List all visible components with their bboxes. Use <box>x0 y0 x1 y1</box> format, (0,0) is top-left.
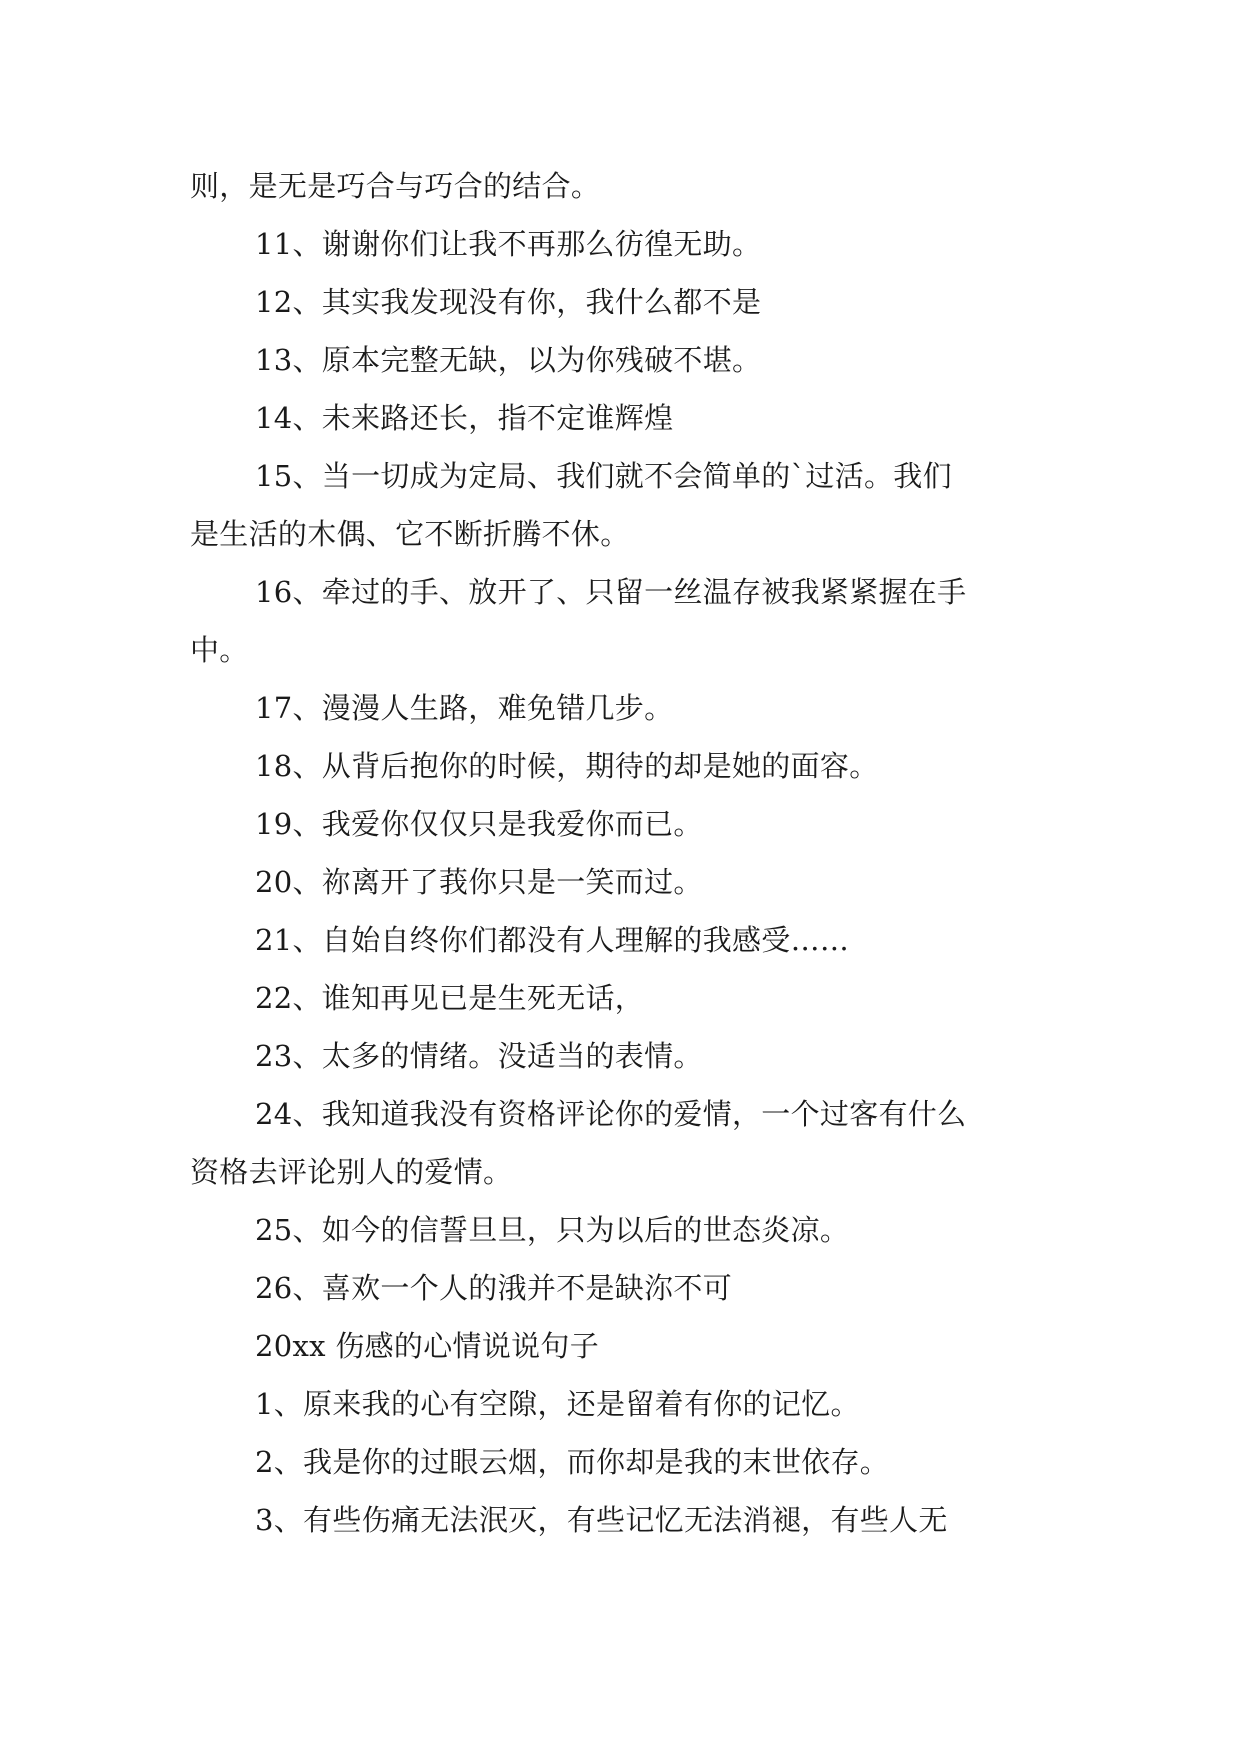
text-line: 18、从背后抱你的时候，期待的却是她的面容。 <box>255 749 879 783</box>
text-line: 20、祢离开了莪你只是一笑而过。 <box>255 865 703 899</box>
text-line: 中。 <box>190 633 249 667</box>
text-line: 15、当一切成为定局、我们就不会简单的`过活。我们 <box>255 459 952 493</box>
document-text-body <box>190 157 1048 1549</box>
text-line: 13、原本完整无缺，以为你残破不堪。 <box>255 343 762 377</box>
text-line: 22、谁知再见已是生死无话， <box>255 981 645 1015</box>
text-line: 17、漫漫人生路，难免错几步。 <box>255 691 674 725</box>
text-line: 25、如今的信誓旦旦，只为以后的世态炎凉。 <box>255 1213 850 1247</box>
text-line: 则，是无是巧合与巧合的结合。 <box>190 169 601 203</box>
text-line: 14、未来路还长，指不定谁辉煌 <box>255 401 674 435</box>
text-line: 1、原来我的心有空隙，还是留着有你的记忆。 <box>255 1387 860 1421</box>
text-line: 24、我知道我没有资格评论你的爱情，一个过客有什么 <box>255 1097 967 1131</box>
text-line: 11、谢谢你们让我不再那么彷徨无助。 <box>255 227 762 261</box>
text-line: 2、我是你的过眼云烟，而你却是我的末世依存。 <box>255 1445 890 1479</box>
text-line: 资格去评论别人的爱情。 <box>190 1155 513 1189</box>
text-line: 12、其实我发现没有你，我什么都不是 <box>255 285 762 319</box>
text-line: 3、有些伤痛无法泯灭，有些记忆无法消褪，有些人无 <box>255 1503 948 1537</box>
text-line: 是生活的木偶、它不断折腾不休。 <box>190 517 630 551</box>
text-line: 26、喜欢一个人的涐并不是缺沵不可 <box>255 1271 733 1305</box>
text-line: 16、牵过的手、放开了、只留一丝温存被我紧紧握在手 <box>255 575 967 609</box>
text-line: 19、我爱你仅仅只是我爱你而已。 <box>255 807 703 841</box>
section-heading: 20xx 伤感的心情说说句子 <box>255 1329 600 1363</box>
text-line: 21、自始自终你们都没有人理解的我感受…… <box>255 923 850 957</box>
text-line: 23、太多的情绪。没适当的表情。 <box>255 1039 703 1073</box>
